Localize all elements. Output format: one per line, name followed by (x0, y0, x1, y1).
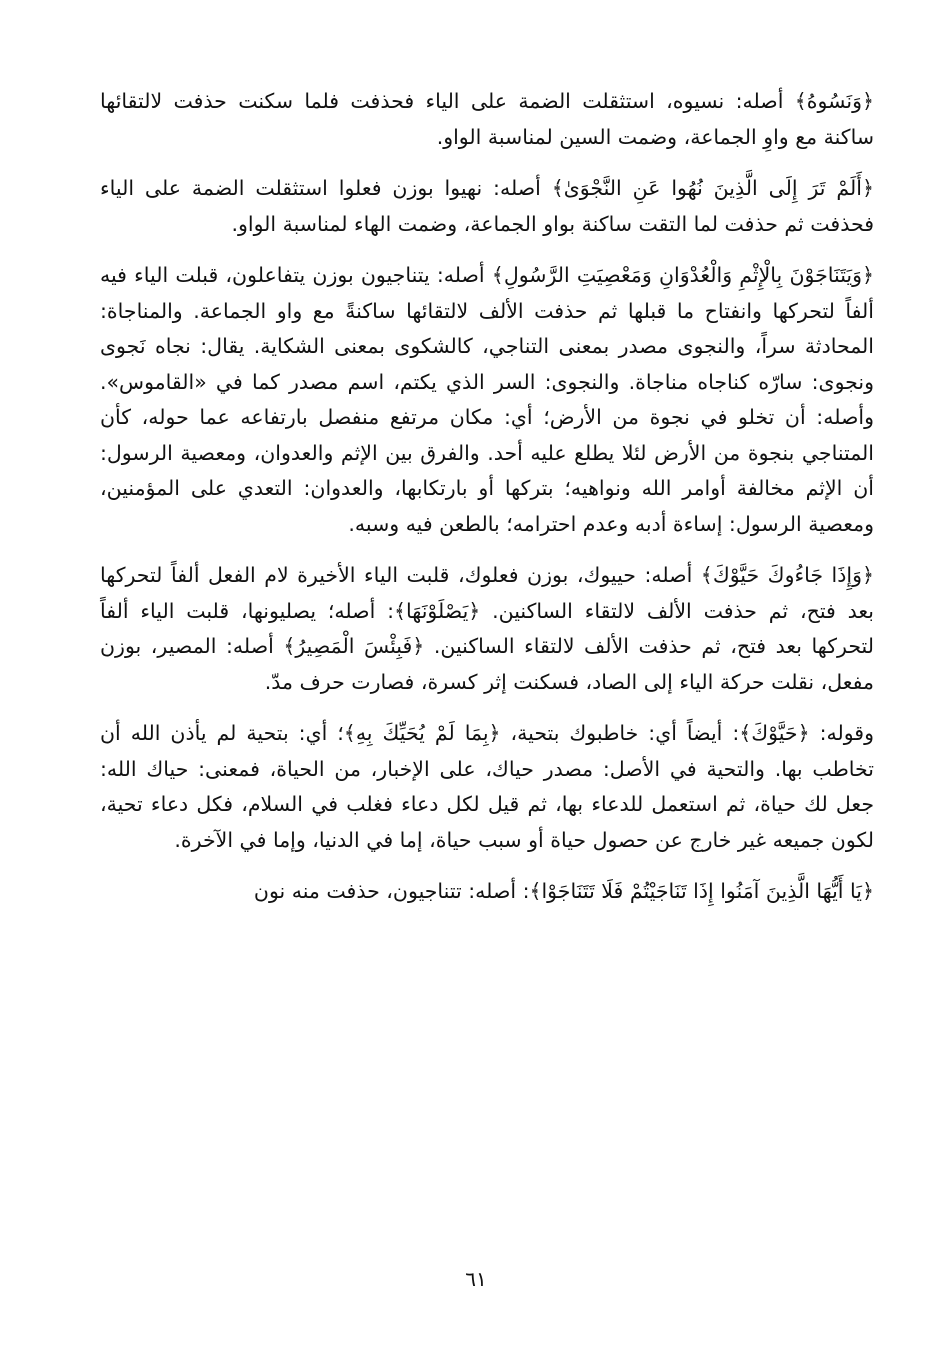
paragraph-tatanajaw: ﴿يَا أَيُّهَا الَّذِينَ آمَنُوا إِذَا تَنَاجَيْتُمْ فَلَا تَتَنَاجَوْا﴾: أصله: تتناجيون، حذفت منه نون (253, 879, 874, 903)
paragraph-najwa: ﴿أَلَمْ تَرَ إِلَى الَّذِينَ نُهُوا عَنِ النَّجْوَىٰ﴾ أصله: نهيوا بوزن فعلوا استثقلت الضمة على الياء فحذفت ثم حذفت لما التقت ساكنة بواو الجماعة، وضمت الهاء لمناسبة الواو. (100, 176, 874, 236)
page-body (100, 84, 874, 910)
page-number: ٦١ (465, 1267, 487, 1291)
paragraph-hayyawk: ﴿وَإِذَا جَاءُوكَ حَيَّوْكَ﴾ أصله: حييوك، بوزن فعلوك، قلبت الياء الأخيرة لام الفعل ألفاً لتحركها بعد فتح، ثم حذفت الألف لالتقاء الساكنين. ﴿يَصْلَوْنَهَا﴾: أصله؛ يصليونها، قلبت الياء ألفاً لتحركها بعد فتح، ثم حذفت الألف لالتقاء الساكنين. ﴿فَبِئْسَ الْمَصِيرُ﴾ أصله: المصير، بوزن مفعل، نقلت حركة الياء إلى الصاد، فسكنت إثر كسرة، فصارت حرف مدّ. (100, 563, 874, 694)
paragraph-tahiyya: وقوله: ﴿حَيَّوْكَ﴾: أيضاً أي: خاطبوك بتحية، ﴿بِمَا لَمْ يُحَيِّكَ بِهِ﴾؛ أي: بتحية لم يأذن الله أن تخاطب بها. والتحية في الأصل: مصدر حياك، على الإخبار، من الحياة، فمعنى: حياك الله: جعل لك حياة، ثم استعمل للدعاء بها، ثم قيل لكل دعاء فغلب في السلام، فكل دعاء تحية، لكون جميعه غير خارج عن حصول حياة أو سبب حياة، إما في الدنيا، وإما في الآخرة. (100, 721, 874, 852)
paragraph-nasuhu: ﴿وَنَسُوهُ﴾ أصله: نسيوه، استثقلت الضمة على الياء فحذفت فلما سكنت حذفت لالتقائها ساكنة مع واوِ الجماعة، وضمت السين لمناسبة الواو. (100, 89, 874, 149)
paragraph-yatanajawn: ﴿وَيَتَنَاجَوْنَ بِالْإِثْمِ وَالْعُدْوَانِ وَمَعْصِيَتِ الرَّسُولِ﴾ أصله: يتناجيون بوزن يتفاعلون، قبلت الياء فيه ألفاً لتحركها وانفتاح ما قبلها ثم حذفت الألف لالتقائها ساكنةً مع واو الجماعة. والمناجاة: المحادثة سراً، والنجوى مصدر بمعنى التناجي، كالشكوى بمعنى الشكاية. يقال: نجاه نَجوى ونجوى: سارّه كناجاه مناجاة. والنجوى: السر الذي يكتم، اسم مصدر كما في «القاموس». وأصله: أن تخلو في نجوة من الأرض؛ أي: مكان مرتفع منفصل بارتفاعه عما حوله، كأن المتناجي بنجوة من الأرض لئلا يطلع عليه أحد. والفرق بين الإثم والعدوان، ومعصية الرسول: أن الإثم مخالفة أوامر الله ونواهيه؛ بتركها أو بارتكابها، والعدوان: التعدي على المؤمنين، ومعصية الرسول: إساءة أدبه وعدم احترامه؛ بالطعن فيه وسبه. (100, 263, 874, 536)
